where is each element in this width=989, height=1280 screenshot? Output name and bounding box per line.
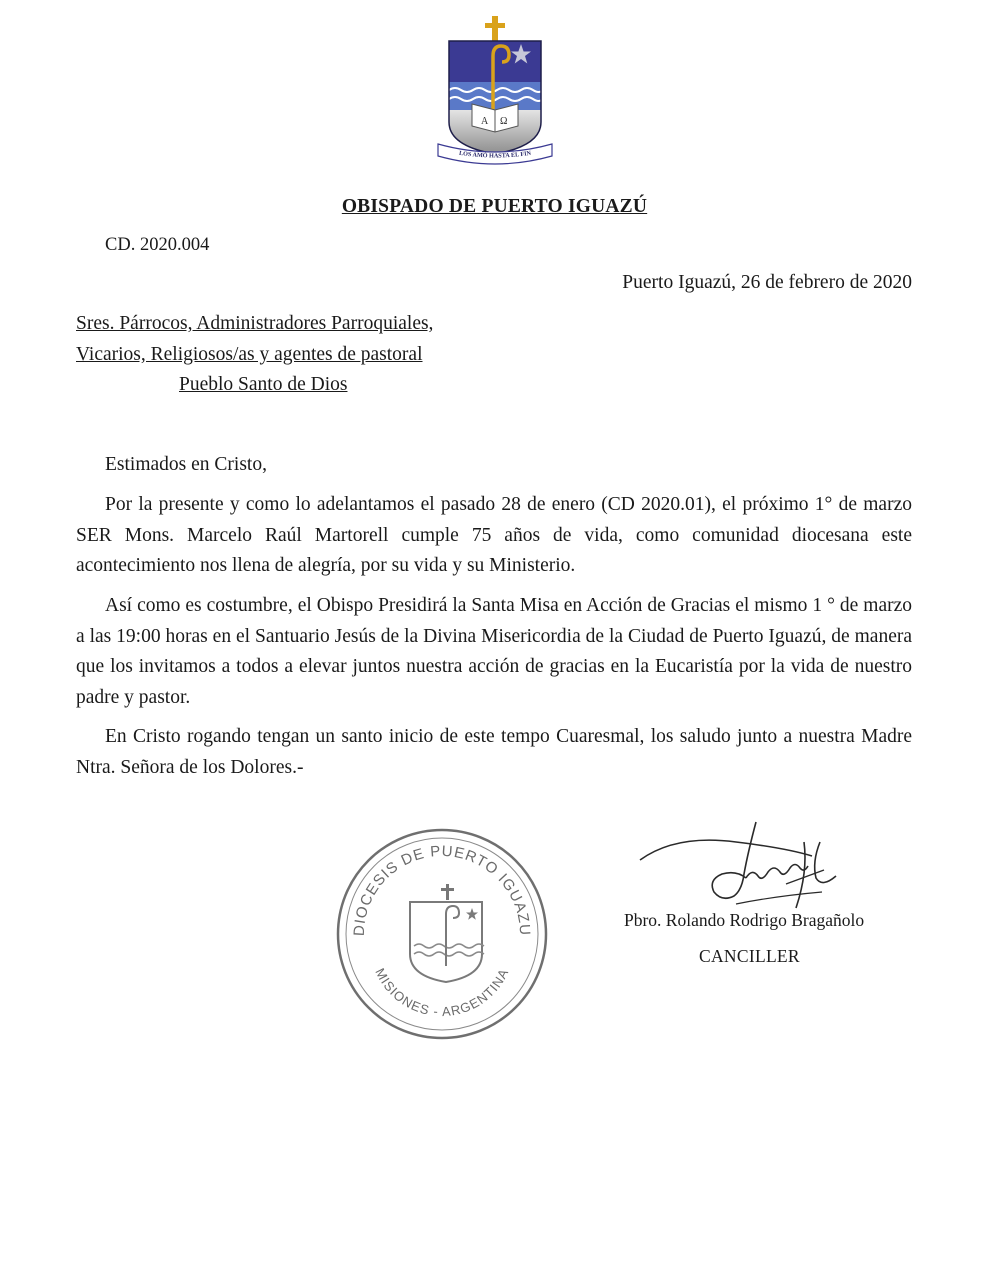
seal-bottom-text: MISIONES - ARGENTINA [372, 965, 512, 1020]
diocese-coat-of-arms-icon [434, 14, 556, 166]
body-paragraph-3: En Cristo rogando tengan un santo inicio de este tempo Cuaresmal, los saludo junto a nuestra Madre Ntra. Señora de los Dolores.- [76, 726, 912, 778]
document-code: CD. 2020.004 [105, 235, 210, 255]
letter-date: Puerto Iguazú, 26 de febrero de 2020 [622, 272, 912, 293]
signer-name: Pbro. Rolando Rodrigo Bragañolo [624, 910, 865, 930]
greeting: Estimados en Cristo, [105, 454, 267, 475]
body-paragraph-1: Por la presente y como lo adelantamos el pasado 28 de enero (CD 2020.01), el próximo 1° de marzo SER Mons. Marcelo Raúl Martorell cumple 75 años de vida, como comunidad diocesana este acontecimiento nos llena de alegría, por su vida y su Ministerio. [76, 494, 912, 576]
crest-motto: LOS AMÓ HASTA EL FIN [458, 149, 532, 160]
signer-title: CANCILLER [699, 946, 800, 966]
omega-letter: Ω [500, 116, 508, 127]
handwritten-signature-icon [636, 812, 868, 922]
body-paragraph-2: Así como es costumbre, el Obispo Presidirá la Santa Misa en Acción de Gracias el mismo 1 ° de marzo a las 19:00 horas en el Santuario Jesús de la Divina Misericordia de la Ciudad de Puerto Iguazú, de manera que los invitamos a todos a elevar juntos nuestra acción de gracias en la Eucaristía por la vida de nuestro padre y pastor. [76, 595, 912, 708]
recipient-line-1: Sres. Párrocos, Administradores Parroquiales, [76, 313, 434, 334]
seal-top-text: DIOCESIS DE PUERTO IGUAZU [350, 842, 534, 937]
diocese-stamp-icon [334, 826, 550, 1042]
recipient-line-3: Pueblo Santo de Dios [179, 374, 348, 395]
alpha-letter: A [481, 116, 489, 127]
recipient-line-2: Vicarios, Religiosos/as y agentes de pastoral [76, 344, 423, 365]
letter-heading: OBISPADO DE PUERTO IGUAZÚ [341, 196, 648, 217]
